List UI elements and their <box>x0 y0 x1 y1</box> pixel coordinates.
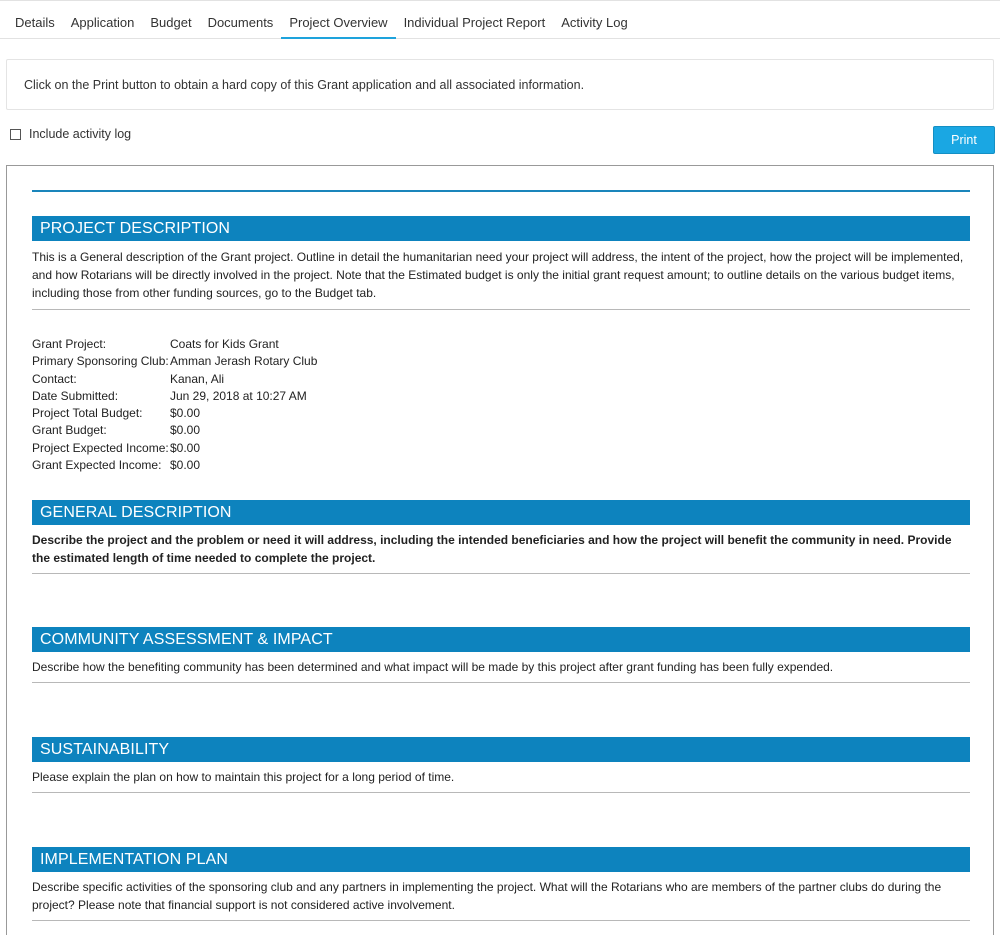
section-divider <box>32 792 970 793</box>
project-overview-report <box>6 165 994 935</box>
tab-activity-log[interactable]: Activity Log <box>561 15 628 30</box>
include-activity-log-label[interactable]: Include activity log <box>29 127 132 141</box>
report-top-divider <box>32 190 970 192</box>
section-divider <box>32 573 970 574</box>
info-label: Project Expected Income: <box>32 440 169 455</box>
section-divider <box>32 682 970 683</box>
project-info-table <box>32 336 317 474</box>
info-label: Contact: <box>32 371 77 386</box>
section-title: SUSTAINABILITY <box>32 737 970 762</box>
info-value: $0.00 <box>170 440 201 455</box>
tab-details[interactable]: Details <box>15 15 55 30</box>
info-value: $0.00 <box>170 406 201 421</box>
include-activity-log-option[interactable] <box>10 127 131 141</box>
section-description: Describe specific activities of the sponsoring club and any partners in implementing the project. What will the Rotarians who are members of the partner clubs do during the project? Please note that financial support is not considered active involvement. <box>32 880 942 912</box>
info-value: Kanan, Ali <box>170 371 225 386</box>
info-label: Grant Project: <box>32 337 107 351</box>
print-notice <box>6 59 994 110</box>
section-community-assessment <box>32 627 970 683</box>
info-value: Jun 29, 2018 at 10:27 AM <box>170 388 307 403</box>
section-description: Please explain the plan on how to maintain this project for a long period of time. <box>32 770 455 784</box>
info-label: Project Total Budget: <box>32 406 143 421</box>
section-title: COMMUNITY ASSESSMENT & IMPACT <box>32 627 970 652</box>
info-value: Amman Jerash Rotary Club <box>170 354 318 369</box>
info-row-grant-project <box>32 336 317 353</box>
tab-documents[interactable]: Documents <box>207 15 274 30</box>
tab-budget[interactable]: Budget <box>150 15 192 30</box>
info-value: $0.00 <box>170 458 201 473</box>
info-label: Grant Expected Income: <box>32 458 162 473</box>
tab-application[interactable]: Application <box>70 15 135 30</box>
tab-bar <box>0 0 1000 39</box>
info-label: Primary Sponsoring Club: <box>32 354 169 369</box>
section-title: PROJECT DESCRIPTION <box>32 216 970 241</box>
info-row-date-submitted <box>32 388 317 405</box>
info-value: $0.00 <box>170 423 201 438</box>
section-divider <box>32 309 970 310</box>
info-row-project-expected-income <box>32 440 317 457</box>
include-activity-log-checkbox[interactable] <box>10 129 21 140</box>
info-value: Coats for Kids Grant <box>170 337 279 351</box>
section-description: Describe how the benefiting community has been determined and what impact will be made by this project after grant funding has been fully expended. <box>32 660 834 674</box>
section-sustainability <box>32 737 970 793</box>
print-notice-text: Click on the Print button to obtain a hard copy of this Grant application and all associated information. <box>24 78 585 92</box>
tab-project-overview[interactable]: Project Overview <box>281 1 395 39</box>
section-project-description <box>32 216 970 310</box>
section-implementation-plan <box>32 847 970 921</box>
info-row-primary-sponsoring-club <box>32 353 317 370</box>
section-description: Describe the project and the problem or need it will address, including the intended beneficiaries and how the project will benefit the community in need. Provide the estimated length of time needed to complete the project. <box>32 533 952 565</box>
info-row-project-total-budget <box>32 405 317 422</box>
print-button[interactable]: Print <box>933 126 995 154</box>
info-label: Grant Budget: <box>32 423 107 438</box>
info-row-contact <box>32 371 317 388</box>
section-general-description <box>32 500 970 574</box>
info-label: Date Submitted: <box>32 388 119 403</box>
info-row-grant-expected-income <box>32 457 317 474</box>
section-title: IMPLEMENTATION PLAN <box>32 847 970 872</box>
section-divider <box>32 920 970 921</box>
section-description: This is a General description of the Grant project. Outline in detail the humanitarian need your project will address, the intent of the project, how the project will be implemented, and how Rotarians will be directly involved in the project. Note that the Estimated budget is only the initial grant request amount; to outline details on the various budget items, including those from other funding sources, go to the Budget tab. <box>32 250 964 300</box>
tab-individual-project-report[interactable]: Individual Project Report <box>403 15 546 30</box>
info-row-grant-budget <box>32 422 317 439</box>
section-title: GENERAL DESCRIPTION <box>32 500 970 525</box>
